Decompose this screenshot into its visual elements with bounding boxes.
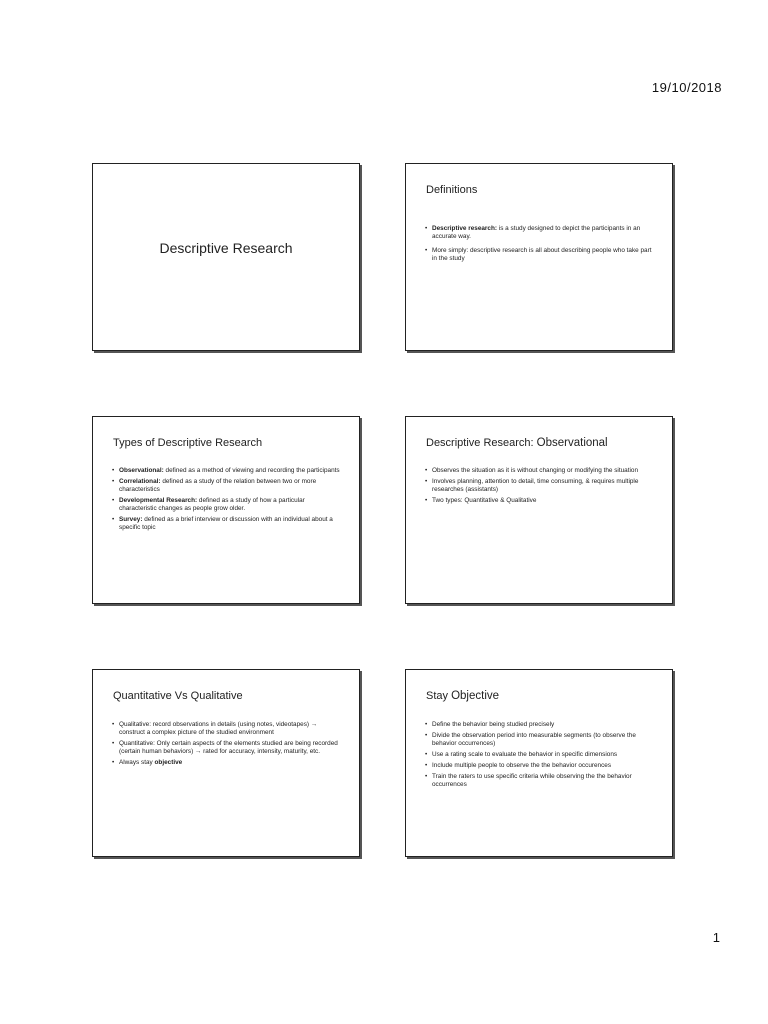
- bullet-item: • Developmental Research: defined as a study of how a particular characteristic changes as people grow older.: [111, 497, 343, 513]
- bullet-item: • Always stay objective: [111, 759, 343, 767]
- slide-definitions: [405, 163, 673, 351]
- bullet-item: • Observes the situation as it is without changing or modifying the situation: [424, 467, 656, 475]
- slide-observational: [405, 416, 673, 604]
- slide-2-bullets: [424, 225, 656, 266]
- slide-2-title: Definitions: [426, 184, 478, 196]
- slide-1-title: Descriptive Research: [159, 240, 293, 256]
- bullet-item: • Use a rating scale to evaluate the behavior in specific dimensions: [424, 751, 656, 759]
- slide-4-title: Descriptive Research: Observational: [426, 437, 608, 449]
- bullet-item: • Observational: defined as a method of viewing and recording the participants: [111, 467, 343, 475]
- document-date: 19/10/2018: [651, 80, 722, 95]
- bullet-item: • Descriptive research: is a study designed to depict the participants in an accurate way.: [424, 225, 656, 241]
- bullet-item: • Correlational: defined as a study of the relation between two or more characteristics: [111, 478, 343, 494]
- page-number: 1: [712, 930, 720, 945]
- bullet-item: • Quantitative: Only certain aspects of the elements studied are being recorded (certain human behaviors) → rated for accuracy, intensity, maturity, etc.: [111, 740, 343, 756]
- bullet-item: • Two types: Quantitative & Qualitative: [424, 497, 656, 505]
- slide-types: [92, 416, 360, 604]
- bullet-item: • Qualitative: record observations in details (using notes, videotapes) → construct a complex picture of the studied environment: [111, 721, 343, 737]
- bullet-item: • Divide the observation period into measurable segments (to observe the behavior occurrences): [424, 732, 656, 748]
- slide-6-title: Stay Objective: [426, 690, 500, 702]
- slide-3-bullets: [111, 467, 343, 535]
- slide-6-bullets: [424, 721, 656, 792]
- bullet-item: • Involves planning, attention to detail, time consuming, & requires multiple researches (assistants): [424, 478, 656, 494]
- slide-4-bullets: [424, 467, 656, 508]
- slide-stay-objective: [405, 669, 673, 857]
- bullet-item: • More simply: descriptive research is all about describing people who take part in the study: [424, 247, 656, 263]
- slide-title: [92, 163, 360, 351]
- slide-3-title: Types of Descriptive Research: [113, 437, 263, 449]
- bullet-item: • Include multiple people to observe the the behavior occurences: [424, 762, 656, 770]
- slide-quant-vs-qual: [92, 669, 360, 857]
- bullet-item: • Survey: defined as a brief interview or discussion with an individual about a specific topic: [111, 516, 343, 532]
- slide-5-bullets: [111, 721, 343, 770]
- bullet-item: • Define the behavior being studied precisely: [424, 721, 656, 729]
- bullet-item: • Train the raters to use specific criteria while observing the the behavior occurrences: [424, 773, 656, 789]
- slide-5-title: Quantitative Vs Qualitative: [113, 690, 243, 702]
